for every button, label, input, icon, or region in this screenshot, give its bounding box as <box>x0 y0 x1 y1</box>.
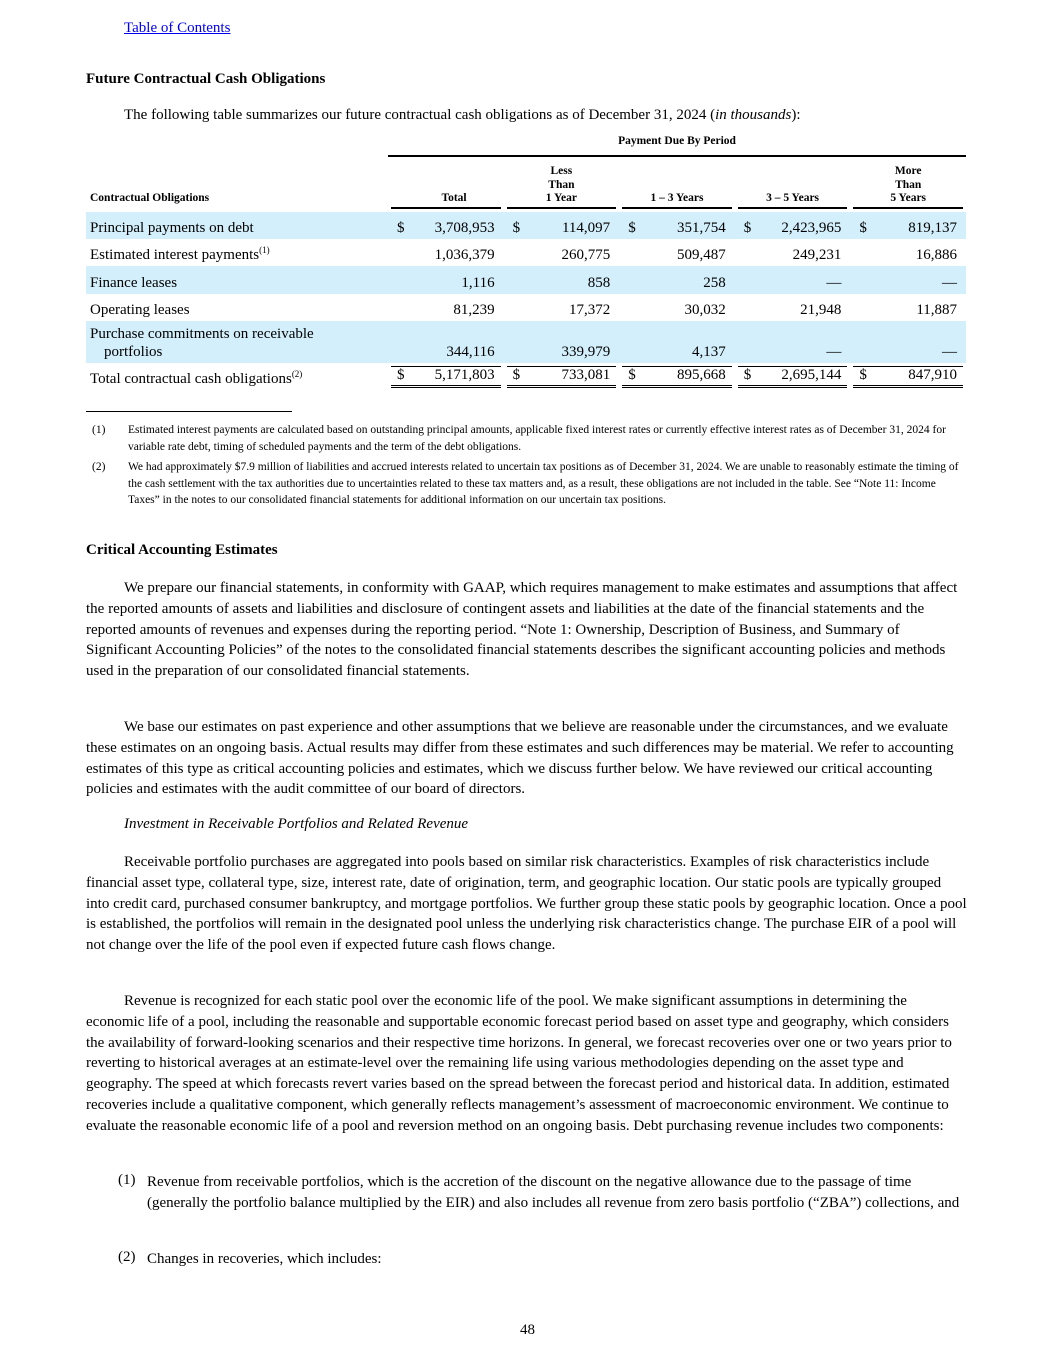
dollar-sign: $ <box>397 367 405 384</box>
paragraph: Revenue is recognized for each static pool over the economic life of the pool. We make significant assumptions in determining the economic life of a pool, including the reasonable and supportable economic forecast period based on asset type and geography, which considers the availability of forward-looking scenarios and their respective time horizons. In general, we forecast recoveries over one or two years prior to reverting to historical averages at an estimate-level over the remaining life using various methodologies depending on the asset type and geography. The speed at which forecasts revert varies based on the spread between the forecast period and historical data. In addition, estimated recoveries include a qualitative component, which generally reflects management’s assessment of macroeconomic environment. We continue to evaluate the reasonable economic life of a pool and reversion method on an ongoing basis. Debt purchasing revenue includes two components: <box>86 993 952 1134</box>
paragraph: We prepare our financial statements, in conformity with GAAP, which requires management to make estimates and assumptions that affect the reported amounts of assets and liabilities and disclosure of contingent assets and liabilities at the date of the financial statements and the reported amounts of revenues and expenses during the reporting period. “Note 1: Ownership, Description of Business, and Summary of Significant Accounting Policies” of the notes to the consolidated financial statements describes the significant accounting policies and methods used in the preparation of our consolidated financial statements. <box>86 580 958 680</box>
table-cell: 16,886 <box>915 247 958 264</box>
table-cell: 858 <box>587 274 611 291</box>
contractual-obligations-table <box>86 135 966 390</box>
intro-italic: in thousands <box>715 107 792 123</box>
table-cell: 258 <box>703 274 726 291</box>
table-cell: $ 733,081 <box>504 363 620 390</box>
column-header-less-than-1-year: Less Than 1 Year <box>507 165 617 209</box>
row-label: Operating leases <box>90 302 190 319</box>
table-cell: 21,948 <box>800 302 842 319</box>
table-cell: 339,979 <box>561 344 611 361</box>
table-row <box>86 239 966 266</box>
table-cell: 1,116 <box>461 274 495 291</box>
table-cell: 11,887 <box>916 302 958 319</box>
subheading: Investment in Receivable Portfolios and Related Revenue <box>124 816 469 832</box>
table-cell: $ 3,708,953 <box>397 219 495 236</box>
dollar-sign: $ <box>512 219 521 236</box>
dollar-sign: $ <box>859 219 867 236</box>
table-cell: $ 114,097 <box>512 219 611 236</box>
table-cell: $ 2,423,965 <box>743 219 842 236</box>
section-heading: Critical Accounting Estimates <box>86 542 278 558</box>
footnote-divider <box>86 411 292 412</box>
dollar-sign: $ <box>628 367 636 384</box>
intro-text: The following table summarizes our future contractual cash obligations as of December 31, 2024 ( <box>124 107 716 123</box>
paragraph: We base our estimates on past experience and other assumptions that we believe are reasonable under the circumstances, and we evaluate these estimates on an ongoing basis. Actual results may differ from these estimates and such differences may be material. We refer to accounting estimates of this type as critical accounting policies and estimates, which we discuss further below. We have reviewed our critical accounting policies and estimates with the audit committee of our board of directors. <box>86 719 954 798</box>
column-header-1-3-years: 1 – 3 Years <box>622 192 732 209</box>
table-cell: $ 819,137 <box>859 219 958 236</box>
table-cell: 249,231 <box>792 247 842 264</box>
table-row <box>86 212 966 239</box>
row-label: Total contractual cash obligations$^{(2)}$ <box>90 369 303 388</box>
group-header: Payment Due By Period <box>388 135 966 157</box>
dollar-sign: $ <box>512 367 521 384</box>
page-number: 48 <box>520 1322 535 1338</box>
table-cell: 509,487 <box>677 247 726 264</box>
dollar-sign: $ <box>743 219 752 236</box>
table-cell: 260,775 <box>561 247 611 264</box>
table-cell: 17,372 <box>568 302 611 319</box>
table-cell: $ 351,754 <box>628 219 726 236</box>
section-heading: Future Contractual Cash Obligations <box>86 71 326 87</box>
list-item: (1) Revenue from receivable portfolios, which is the accretion of the discount on the negative allowance due to the passage of time (generally the portfolio balance multiplied by the EIR) and also includes all revenue from zero basis portfolio (“ZBA”) collections, and <box>118 1172 960 1211</box>
dollar-sign: $ <box>397 219 405 236</box>
table-row <box>86 266 966 293</box>
table-cell: $ 2,695,144 <box>735 363 851 390</box>
footnote-1: (1) Estimated interest payments are calculated based on outstanding principal amounts, applicable fixed interest rates or currently effective interest rates as of December 31, 2024 for variable rate debt, timing of scheduled payments and the term of the debt obligations. <box>92 424 946 453</box>
row-label: Purchase commitments on receivable portfolios <box>90 326 314 361</box>
table-cell: — <box>942 274 958 291</box>
table-cell: 81,239 <box>453 302 495 319</box>
table-cell: — <box>942 344 958 361</box>
table-cell: $ 847,910 <box>850 363 966 390</box>
table-of-contents-link[interactable]: Table of Contents <box>124 20 231 36</box>
table-cell: 344,116 <box>446 344 495 361</box>
list-item: (2) Changes in recoveries, which includes: <box>118 1249 382 1267</box>
row-label: Estimated interest payments$^{(1)}$ <box>90 245 270 264</box>
row-label: Finance leases <box>90 274 178 291</box>
table-cell: 30,032 <box>684 302 726 319</box>
table-cell: — <box>826 344 842 361</box>
column-header-obligations: Contractual Obligations <box>90 192 210 204</box>
table-row <box>86 363 966 390</box>
row-label: Principal payments on debt <box>90 219 254 236</box>
table-cell: — <box>826 274 842 291</box>
table-cell: 4,137 <box>692 344 726 361</box>
table-cell: 1,036,379 <box>434 247 495 264</box>
table-cell: $ 895,668 <box>619 363 735 390</box>
dollar-sign: $ <box>628 219 636 236</box>
table-row <box>86 321 966 363</box>
column-header-3-5-years: 3 – 5 Years <box>738 192 848 209</box>
dollar-sign: $ <box>743 367 752 384</box>
intro-text-end: ): <box>791 107 801 123</box>
column-header-total: Total <box>391 192 501 209</box>
table-cell: $ 5,171,803 <box>388 363 504 390</box>
dollar-sign: $ <box>859 367 867 384</box>
paragraph: Receivable portfolio purchases are aggregated into pools based on similar risk characteristics. Examples of risk characteristics include financial asset type, collateral type, size, interest rate, date of origination, term, and geographic location. Our static pools are typically grouped into credit card, purchased consumer bankruptcy, and mortgage portfolios. We further group these static pools by geographic location. Once a pool is established, the portfolios will remain in the designated pool unless the underlying risk characteristics change. The purchase EIR of a pool will not change over the life of the pool even if expected future cash flows change. <box>86 854 967 954</box>
table-intro <box>124 107 801 124</box>
footnote-2: (2) We had approximately $7.9 million of liabilities and accrued interests related to uncertain tax positions as of December 31, 2024. We are unable to reasonably estimate the timing of the cash settlement with the tax authorities due to uncertainties related to these tax matters and, as a result, these obligations are not included in the table. See “Note 11: Income Taxes” in the notes to our consolidated financial statements for additional information on our uncertain tax positions. <box>92 461 959 506</box>
table-row <box>86 294 966 321</box>
column-header-more-than-5-years: More Than 5 Years <box>853 165 963 209</box>
